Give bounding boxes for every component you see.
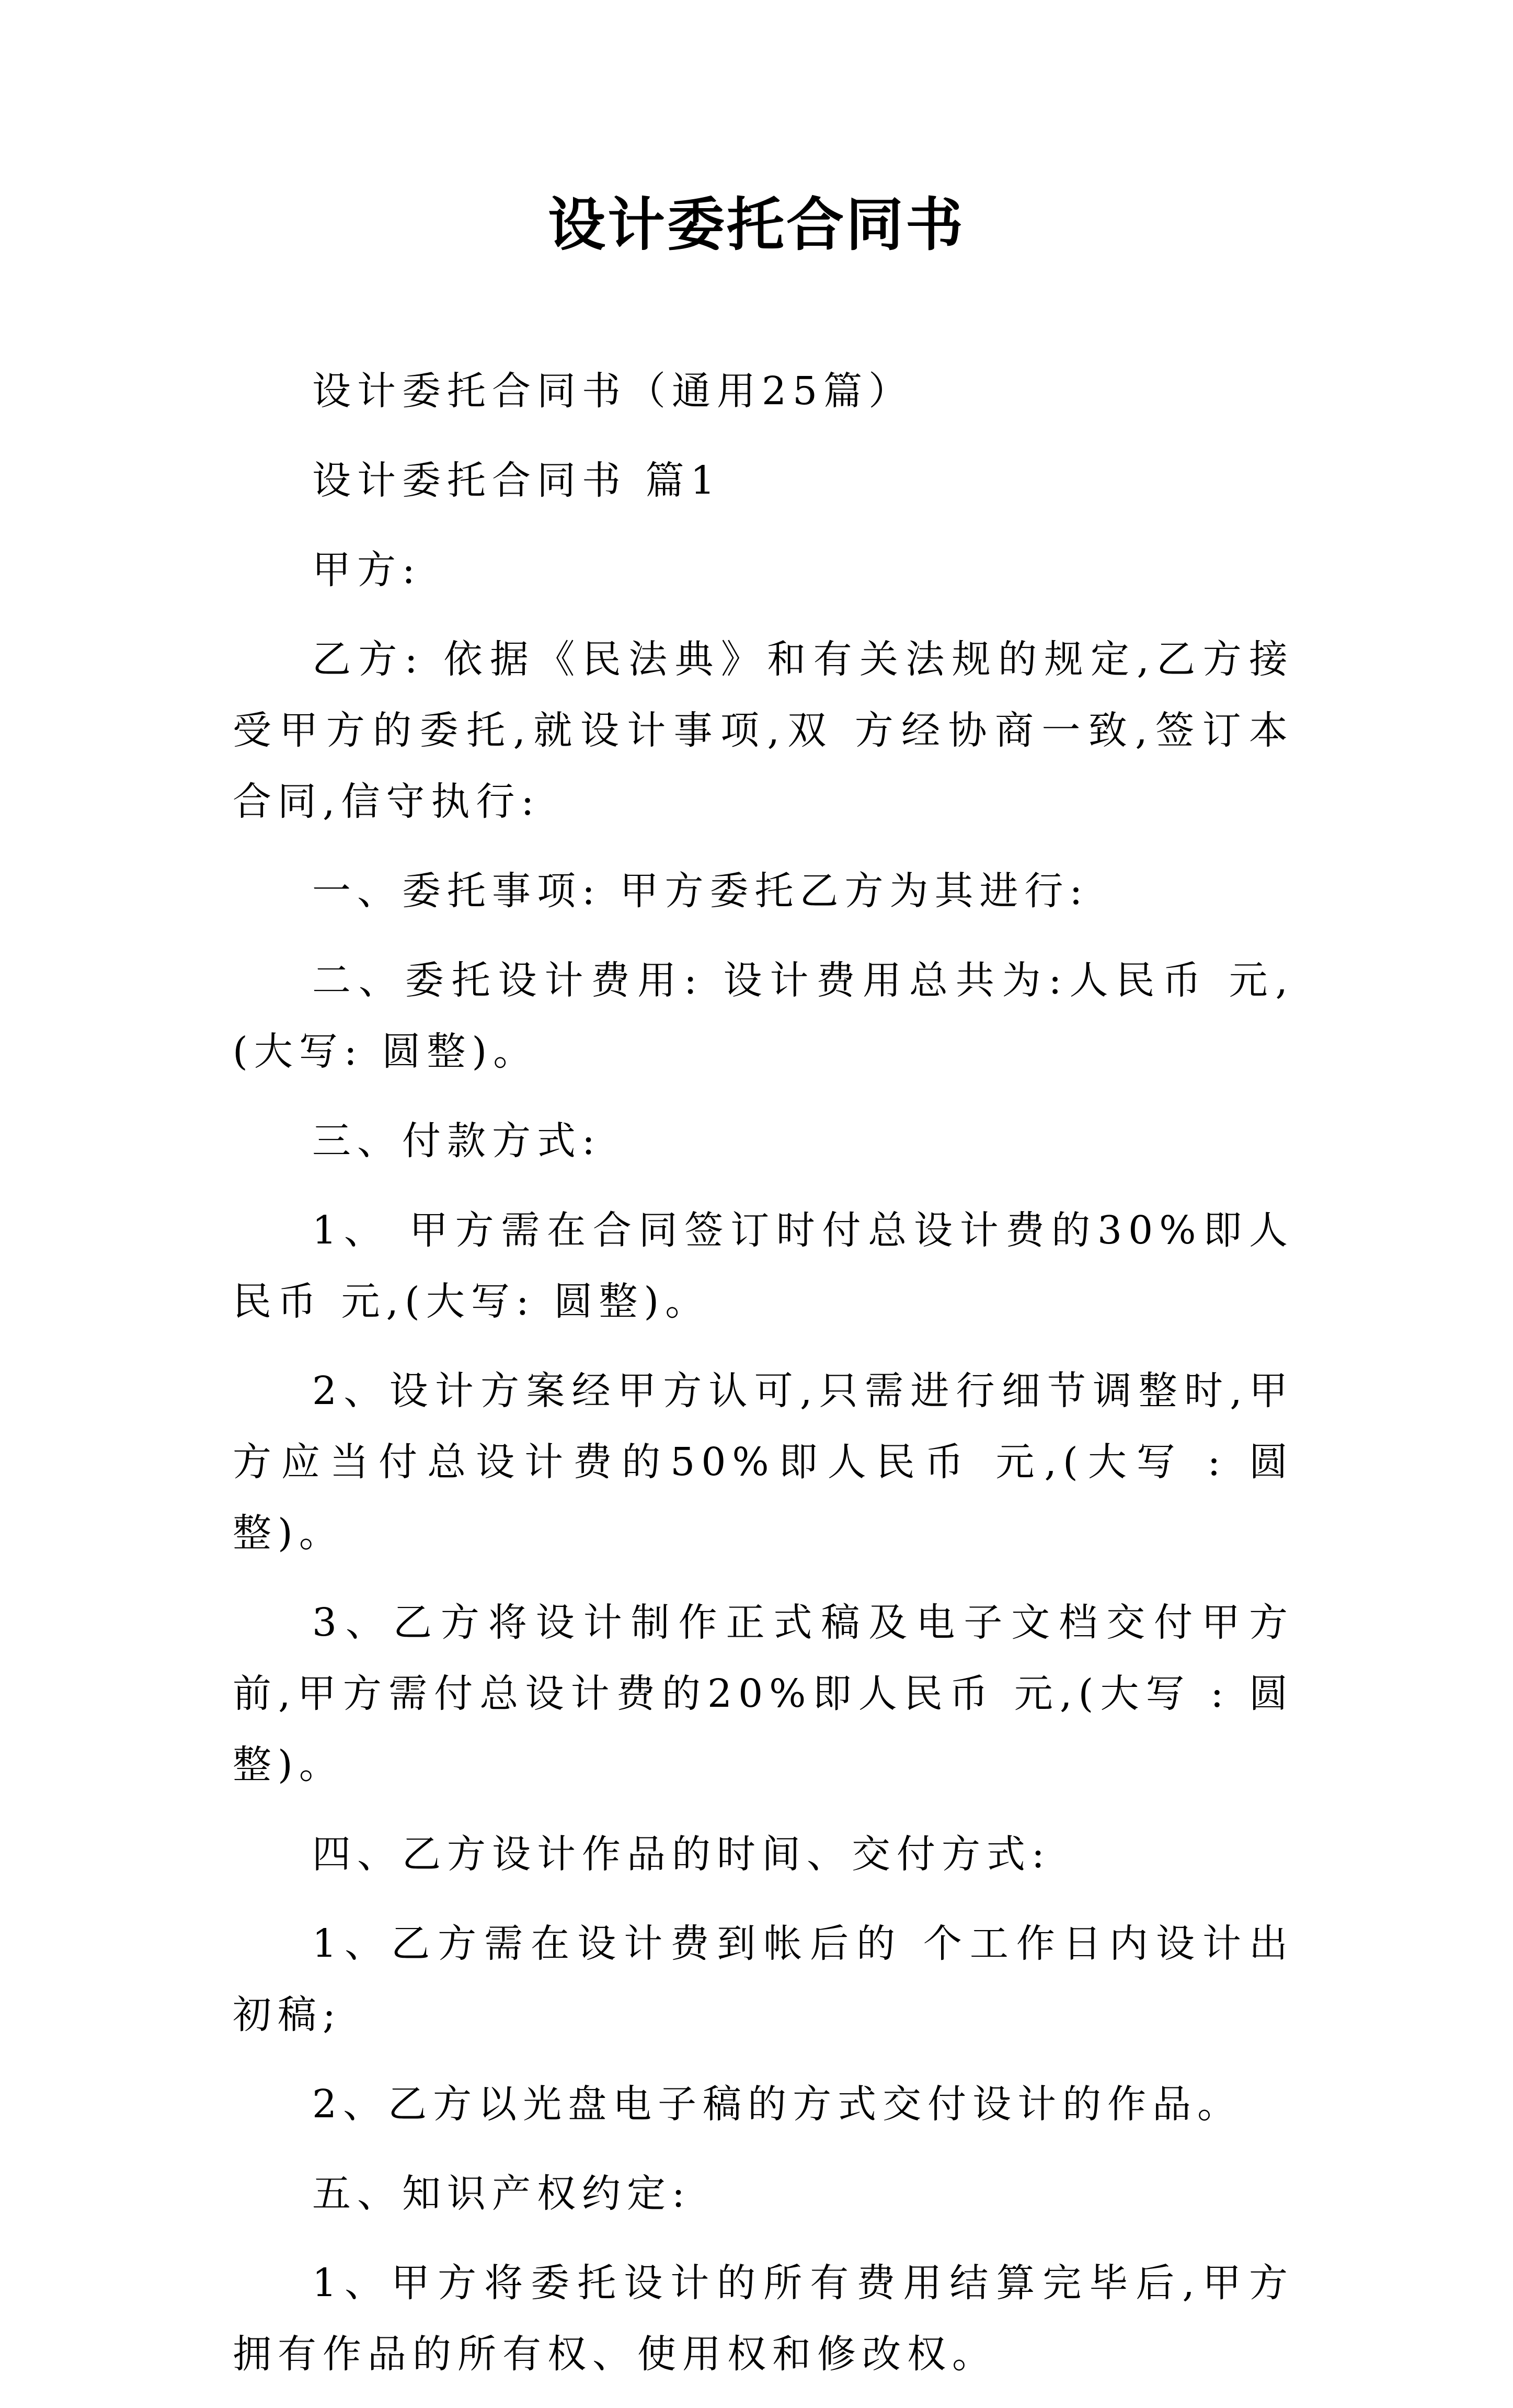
delivery-item-2: 2、乙方以光盘电子稿的方式交付设计的作品。 (312, 2082, 1243, 2127)
clause-design-fee: 二、委托设计费用: 设计费用总共为:人民币 元,(大写: 圆整)。 (233, 958, 1294, 1074)
delivery-item-1: 1、乙方需在设计费到帐后的 个工作日内设计出初稿; (233, 1921, 1294, 2037)
clause-intellectual-property: 五、知识产权约定: (312, 2171, 691, 2216)
clause-delivery: 四、乙方设计作品的时间、交付方式: (312, 1832, 1051, 1877)
document-body (233, 356, 1294, 2408)
party-b-paragraph: 乙方: 依据《民法典》和有关法规的规定,乙方接受甲方的委托,就设计事项,双 方经协商一致,签订本合同,信守执行: (233, 637, 1294, 824)
party-a-line: 甲方: (312, 547, 421, 592)
clause-payment-method: 三、付款方式: (312, 1119, 601, 1163)
payment-item-1: 1、 甲方需在合同签订时付总设计费的30%即人民币 元,(大写: 圆整)。 (233, 1208, 1294, 1324)
clause-commission-matters: 一、委托事项: 甲方委托乙方为其进行: (312, 869, 1089, 914)
payment-item-3: 3、乙方将设计制作正式稿及电子文档交付甲方前,甲方需付总设计费的20%即人民币 元,(大写 : 圆整)。 (233, 1600, 1294, 1787)
document-title: 设计委托合同书 (548, 191, 965, 258)
ip-item-1: 1、甲方将委托设计的所有费用结算完毕后,甲方拥有作品的所有权、使用权和修改权。 (233, 2261, 1294, 2377)
subtitle-paragraph: 设计委托合同书（通用25篇） (312, 369, 914, 414)
section-heading: 设计委托合同书 篇1 (312, 458, 721, 503)
payment-item-2: 2、设计方案经甲方认可,只需进行细节调整时,甲方应当付总设计费的50%即人民币 元,(大写 : 圆整)。 (233, 1368, 1294, 1556)
